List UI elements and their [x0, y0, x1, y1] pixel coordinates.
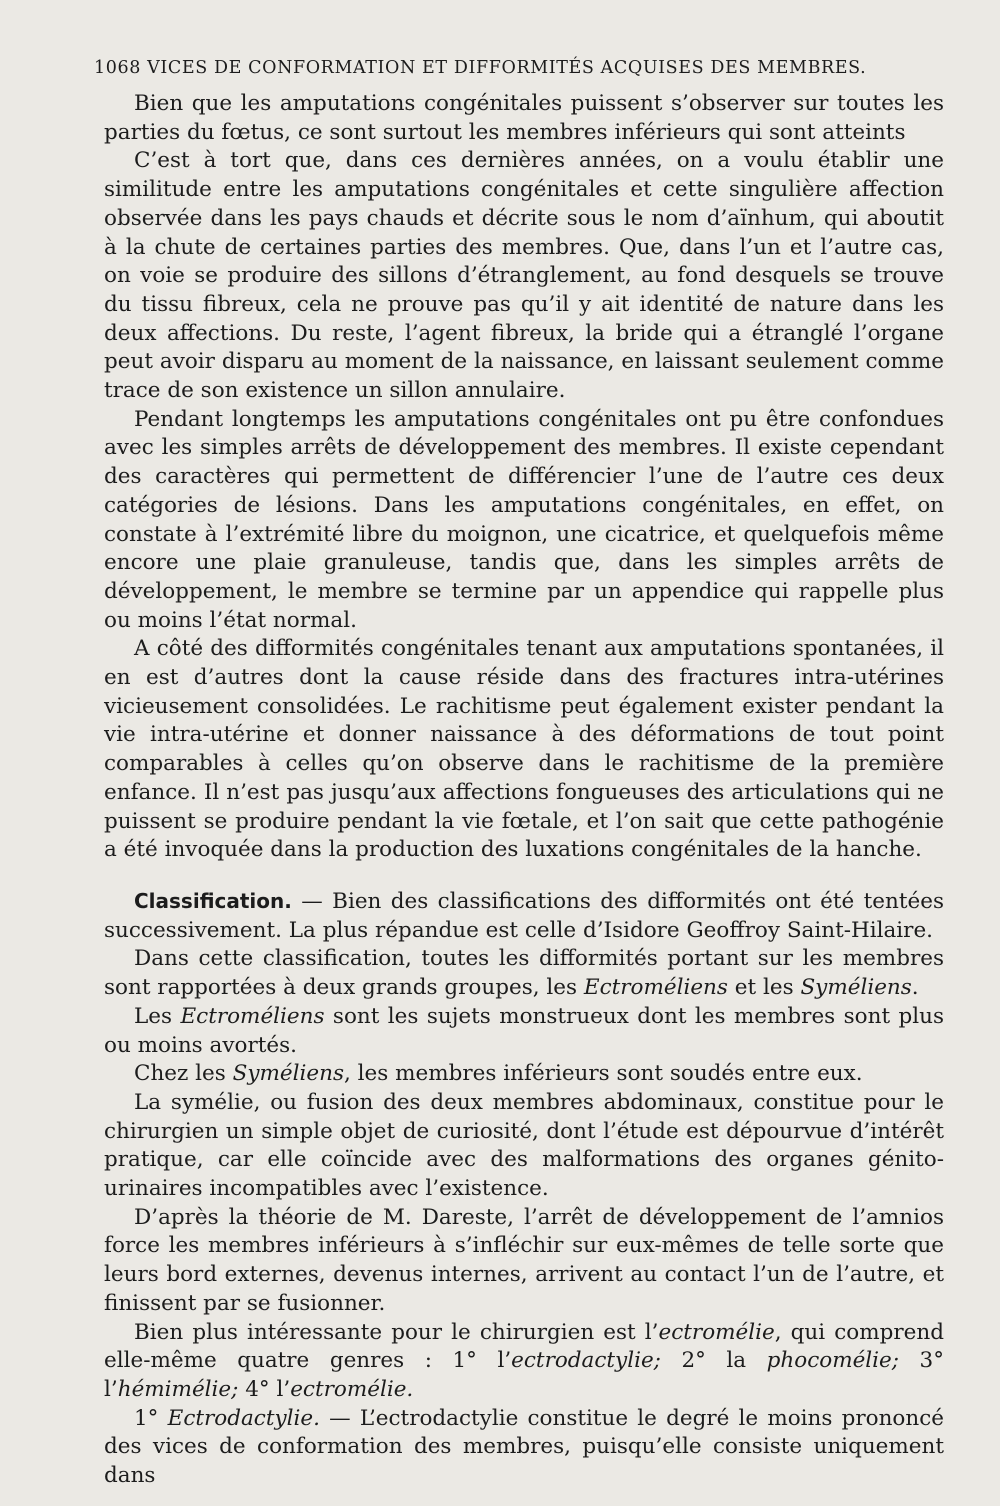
italic-term: Ectrodactylie. — [167, 1405, 320, 1431]
text-run: , qui comprend elle-même quatre genres : 1° l’ — [104, 1319, 944, 1374]
text-run: 2° la — [660, 1348, 767, 1374]
text-run: et les — [727, 975, 801, 1001]
text-run: Bien plus intéressante pour le chirurgien est l’ — [134, 1319, 659, 1345]
text-run: 4° l’ — [238, 1376, 291, 1402]
text-run: , les membres inférieurs sont soudés entre eux. — [344, 1061, 863, 1087]
italic-term: Syméliens — [232, 1061, 344, 1087]
paragraph-classification — [104, 887, 944, 945]
text-run: 3° l’ — [104, 1348, 944, 1402]
text-run: sont les sujets monstrueux dont les membres sont plus ou moins avortés. — [104, 1003, 945, 1058]
text-run: Les — [134, 1003, 181, 1029]
body-text — [104, 90, 944, 1491]
italic-term: ectromélie. — [290, 1376, 414, 1402]
italic-term: ectrodactylie; — [511, 1348, 661, 1374]
paragraph-dareste: D’après la théorie de M. Dareste, l’arrêt de développement de l’amnios force les membres inférieurs à s’infléchir sur eux-mêmes de telle sorte que leurs bord externes, devenus internes, arrivent au contact l’un de l’autre, et finissent par se fusionner. — [104, 1204, 944, 1316]
italic-term: Syméliens — [800, 975, 912, 1001]
text-run: — L’ectrodactylie constitue le degré le moins prononcé des vices de conformation des membres, puisqu’elle consiste uniquement dans — [104, 1405, 944, 1489]
italic-term: hémimélie; — [117, 1376, 239, 1402]
section-heading-classification: Classification. — [134, 888, 292, 913]
paragraph-symeliens — [104, 1060, 944, 1089]
paragraph-ectromeliens — [104, 1003, 944, 1060]
running-header: 1068 VICES DE CONFORMATION ET DIFFORMITÉS ACQUISES DES MEMBRES. — [94, 58, 867, 78]
paragraph-groups — [104, 945, 944, 1002]
paragraph-fractures: A côté des difformités congénitales tenant aux amputations spontanées, il en est d’autres dont la cause réside dans des fractures intra-utérines vicieusement consolidées. Le rachitisme peut également exister pendant la vie intra-utérine et donner naissance à des déformations de tout point comparables à celles qu’on observe dans le rachitisme de la première enfance. Il n’est pas jusqu’aux affections fongueuses des articulations qui ne puissent se produire pendant la vie fœtale, et l’on sait que cette pathogénie a été invoquée dans la production des luxations congénitales de la hanche. — [104, 636, 944, 863]
italic-term: ectromélie — [658, 1319, 775, 1345]
italic-term: Ectroméliens — [180, 1003, 325, 1029]
text-run: 1° — [134, 1405, 168, 1431]
italic-term: Ectroméliens — [583, 975, 728, 1001]
text-run: Chez les — [134, 1061, 233, 1087]
paragraph-symelie: La symélie, ou fusion des deux membres abdominaux, constitue pour le chirurgien un simple objet de curiosité, dont l’étude est dépourvue d’intérêt pratique, car elle coïncide avec des malformations des organes génito-urinaires incompatibles avec l’existence. — [104, 1089, 944, 1202]
paragraph-ectromelie — [104, 1319, 944, 1405]
italic-term: phocomélie; — [766, 1348, 900, 1374]
paragraph-ectrodactylie — [104, 1405, 944, 1491]
text-run: Dans cette classification, toutes les difformités portant sur les membres sont rapportées à deux grands groupes, les — [104, 946, 944, 1001]
paragraph-ainhum: C’est à tort que, dans ces dernières années, on a voulu établir une similitude entre les amputations congénitales et cette singulière affection observée dans les pays chauds et décrite sous le nom d’aïnhum, qui aboutit à la chute de certaines parties des membres. Que, dans l’un et l’autre cas, on voie se produire des sillons d’étranglement, au fond desquels se trouve du tissu fibreux, cela ne prouve pas qu’il y ait identité de nature dans les deux affections. Du reste, l’agent fibreux, la bride qui a étranglé l’organe peut avoir disparu au moment de la naissance, en laissant seulement comme trace de son existence un sillon annulaire. — [104, 148, 944, 404]
text-run: . — [911, 975, 919, 1001]
paragraph-intro: Bien que les amputations congénitales puissent s’observer sur toutes les parties du fœtus, ce sont surtout les membres inférieurs qui sont atteints — [104, 91, 944, 145]
paragraph-text: — Bien des classifications des difformités ont été tentées successivement. La plus répandue est celle d’Isidore Geoffroy Saint-Hilaire. — [104, 888, 944, 943]
paragraph-distinction: Pendant longtemps les amputations congénitales ont pu être confondues avec les simples arrêts de développement des membres. Il existe cependant des caractères qui permettent de différencier l’une de l’autre ces deux catégories de lésions. Dans les amputations congénitales, en effet, on constate à l’extrémité libre du moignon, une cicatrice, et quelquefois même encore une plaie granuleuse, tandis que, dans les simples arrêts de développement, le membre se termine par un appendice qui rappelle plus ou moins l’état normal. — [104, 406, 944, 633]
